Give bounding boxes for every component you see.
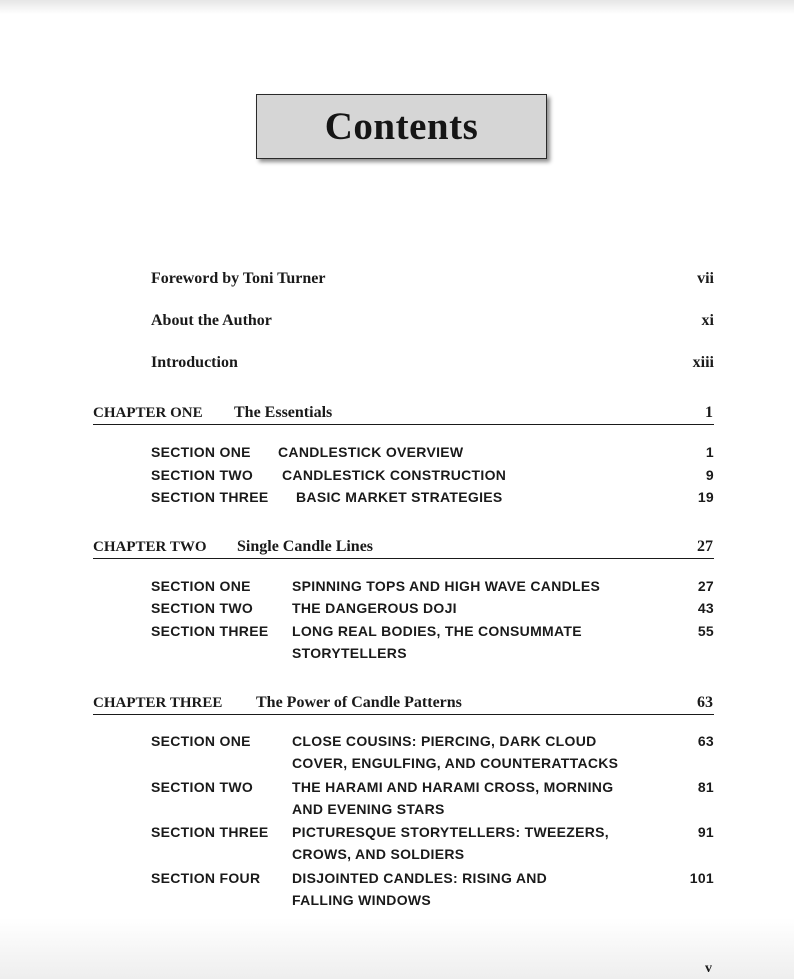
section-title-line: CLOSE COUSINS: PIERCING, DARK CLOUD [292, 733, 597, 749]
section-label: SECTION ONE [151, 733, 251, 749]
section-page: 43 [697, 600, 714, 616]
section-label: SECTION THREE [151, 623, 269, 639]
section-label: SECTION TWO [151, 779, 254, 795]
section-page: 1 [705, 444, 714, 460]
chapter-label: CHAPTER THREE [93, 695, 223, 711]
section-page: 81 [697, 779, 714, 795]
section-title[interactable]: THE DANGEROUS DOJI [292, 600, 457, 616]
chapter-heading-three[interactable] [93, 692, 714, 715]
section-page: 91 [697, 824, 714, 840]
section-title-line: COVER, ENGULFING, AND COUNTERATTACKS [292, 755, 619, 771]
section-title-line: THE HARAMI AND HARAMI CROSS, MORNING [292, 779, 614, 795]
section-title-line: LONG REAL BODIES, THE CONSUMMATE [292, 623, 582, 639]
section-label: SECTION THREE [151, 489, 269, 505]
section-title[interactable]: CANDLESTICK OVERVIEW [278, 444, 464, 460]
section-title[interactable] [292, 620, 582, 664]
section-title[interactable]: SPINNING TOPS AND HIGH WAVE CANDLES [292, 578, 601, 594]
chapter-page: 27 [697, 538, 713, 555]
toc-entry-foreword[interactable]: Foreword by Toni Turner [151, 270, 326, 287]
chapter-label: CHAPTER ONE [93, 405, 203, 421]
chapter-title: The Essentials [234, 404, 333, 421]
page-title: Contents [324, 105, 479, 148]
section-page: 9 [705, 467, 714, 483]
section-title-line: PICTURESQUE STORYTELLERS: TWEEZERS, [292, 824, 609, 840]
section-title-line: AND EVENING STARS [292, 801, 445, 817]
section-page: 55 [697, 623, 714, 639]
chapter-title: Single Candle Lines [237, 538, 374, 555]
chapter-heading-two[interactable] [93, 536, 714, 559]
chapter-page: 1 [705, 404, 713, 421]
section-title[interactable] [292, 821, 609, 865]
section-label: SECTION FOUR [151, 870, 261, 886]
section-page: 63 [697, 733, 714, 749]
section-label: SECTION THREE [151, 824, 269, 840]
section-page: 101 [689, 870, 714, 886]
chapter-page: 63 [697, 694, 713, 711]
chapter-title: The Power of Candle Patterns [256, 694, 462, 711]
toc-entry-about-author[interactable]: About the Author [151, 312, 272, 329]
section-page: 27 [697, 578, 714, 594]
page-top-shadow [0, 0, 794, 14]
page-folio: v [705, 961, 712, 976]
contents-title-box [256, 94, 547, 159]
section-page: 19 [697, 489, 714, 505]
section-label: SECTION TWO [151, 600, 254, 616]
section-title-line: DISJOINTED CANDLES: RISING AND [292, 870, 548, 886]
toc-page-about-author: xi [701, 312, 714, 329]
section-title-line: CROWS, AND SOLDIERS [292, 846, 465, 862]
page-bottom-shadow [0, 918, 794, 979]
section-title[interactable]: BASIC MARKET STRATEGIES [296, 489, 503, 505]
toc-page-foreword: vii [697, 270, 714, 287]
chapter-label: CHAPTER TWO [93, 539, 207, 555]
toc-page-introduction: xiii [692, 354, 714, 371]
section-title-line: FALLING WINDOWS [292, 892, 432, 908]
section-title[interactable] [292, 730, 618, 774]
section-label: SECTION TWO [151, 467, 254, 483]
section-label: SECTION ONE [151, 444, 251, 460]
toc-entry-introduction[interactable]: Introduction [151, 354, 238, 371]
section-title-line: STORYTELLERS [292, 645, 407, 661]
chapter-heading-one[interactable] [93, 402, 714, 425]
section-title[interactable]: CANDLESTICK CONSTRUCTION [282, 467, 507, 483]
section-title[interactable] [292, 867, 547, 911]
section-label: SECTION ONE [151, 578, 251, 594]
section-title[interactable] [292, 776, 613, 820]
